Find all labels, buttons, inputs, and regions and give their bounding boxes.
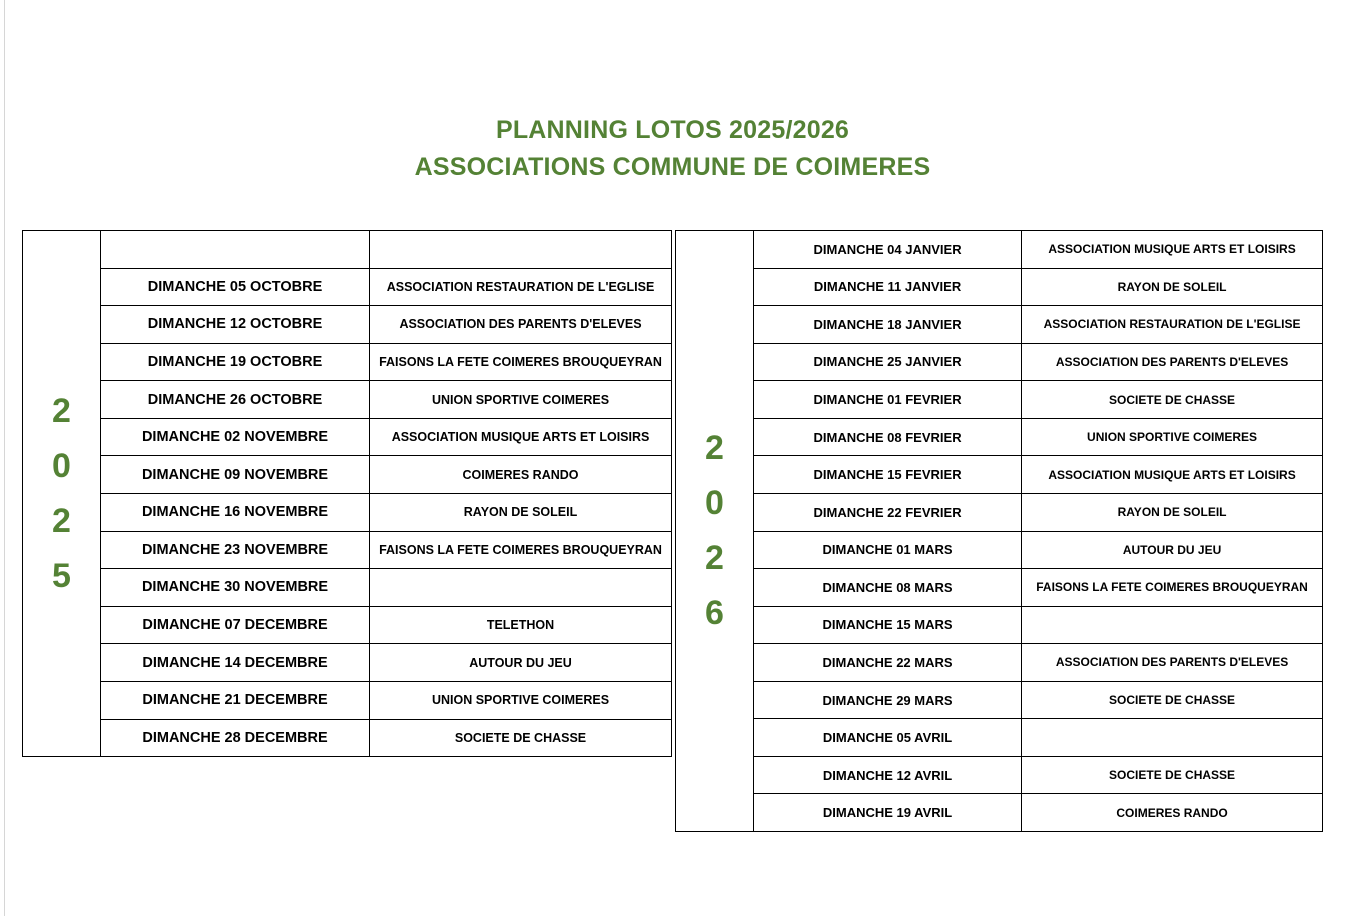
year-digit: 2	[52, 391, 71, 430]
association-cell: UNION SPORTIVE COIMERES	[431, 693, 610, 708]
association-cell: TELETHON	[486, 618, 555, 633]
date-cell: DIMANCHE 08 MARS	[754, 569, 1022, 606]
table-row	[754, 757, 1322, 795]
date-cell: DIMANCHE 04 JANVIER	[754, 231, 1022, 268]
date-cell: DIMANCHE 11 JANVIER	[754, 269, 1022, 306]
association-cell: COIMERES RANDO	[1116, 805, 1228, 820]
date-cell: DIMANCHE 18 JANVIER	[754, 306, 1022, 343]
association-cell: SOCIETE DE CHASSE	[1109, 768, 1236, 783]
date-cell: DIMANCHE 19 OCTOBRE	[101, 344, 370, 381]
date-cell: DIMANCHE 08 FEVRIER	[754, 419, 1022, 456]
association-cell: SOCIETE DE CHASSE	[1109, 392, 1236, 407]
year-digit: 0	[705, 484, 724, 522]
date-cell: DIMANCHE 28 DECEMBRE	[101, 720, 370, 757]
table-row	[101, 644, 671, 682]
table-row	[754, 456, 1322, 494]
association-cell: SOCIETE DE CHASSE	[1109, 693, 1236, 708]
date-cell: DIMANCHE 01 FEVRIER	[754, 381, 1022, 418]
date-cell: DIMANCHE 23 NOVEMBRE	[101, 532, 370, 569]
table-row	[101, 682, 671, 720]
date-cell: DIMANCHE 19 AVRIL	[754, 794, 1022, 831]
year-digit: 2	[705, 539, 724, 577]
date-cell: DIMANCHE 01 MARS	[754, 532, 1022, 569]
table-row	[754, 381, 1322, 419]
date-cell: DIMANCHE 21 DECEMBRE	[101, 682, 370, 719]
date-cell: DIMANCHE 22 MARS	[754, 644, 1022, 681]
date-cell: DIMANCHE 15 FEVRIER	[754, 456, 1022, 493]
association-cell: RAYON DE SOLEIL	[1117, 505, 1227, 520]
association-cell	[1022, 607, 1322, 644]
date-cell	[101, 231, 370, 268]
table-row	[754, 269, 1322, 307]
year-digit: 2	[705, 429, 724, 467]
association-cell: FAISONS LA FETE COIMERES BROUQUEYRAN	[379, 542, 662, 557]
table-row	[101, 344, 671, 382]
association-cell: SOCIETE DE CHASSE	[454, 730, 587, 745]
date-cell: DIMANCHE 26 OCTOBRE	[101, 381, 370, 418]
table-row	[754, 719, 1322, 757]
association-cell: ASSOCIATION RESTAURATION DE L'EGLISE	[386, 279, 655, 294]
table-row	[101, 569, 671, 607]
table-rows-2025	[101, 231, 671, 756]
date-cell: DIMANCHE 25 JANVIER	[754, 344, 1022, 381]
association-cell: ASSOCIATION RESTAURATION DE L'EGLISE	[1043, 317, 1301, 332]
table-row	[754, 682, 1322, 720]
date-cell: DIMANCHE 09 NOVEMBRE	[101, 456, 370, 493]
association-cell	[1022, 719, 1322, 756]
table-row	[101, 419, 671, 457]
association-cell	[370, 569, 671, 606]
table-row	[101, 231, 671, 269]
association-cell: ASSOCIATION MUSIQUE ARTS ET LOISIRS	[1048, 467, 1296, 482]
association-cell	[370, 231, 671, 268]
document-title	[0, 112, 1345, 186]
table-row	[101, 381, 671, 419]
date-cell: DIMANCHE 05 AVRIL	[754, 719, 1022, 756]
year-digit: 6	[705, 594, 724, 632]
planning-table-2025	[22, 230, 672, 757]
table-rows-2026	[754, 231, 1322, 831]
date-cell: DIMANCHE 12 AVRIL	[754, 757, 1022, 794]
association-cell: ASSOCIATION DES PARENTS D'ELEVES	[1055, 655, 1289, 670]
table-row	[754, 344, 1322, 382]
table-row	[754, 607, 1322, 645]
association-cell: ASSOCIATION DES PARENTS D'ELEVES	[1055, 354, 1289, 369]
year-digit: 0	[52, 446, 71, 485]
association-cell: COIMERES RANDO	[462, 467, 579, 482]
table-row	[101, 269, 671, 307]
date-cell: DIMANCHE 22 FEVRIER	[754, 494, 1022, 531]
date-cell: DIMANCHE 14 DECEMBRE	[101, 644, 370, 681]
date-cell: DIMANCHE 15 MARS	[754, 607, 1022, 644]
association-cell: ASSOCIATION MUSIQUE ARTS ET LOISIRS	[1048, 242, 1296, 257]
table-row	[101, 720, 671, 757]
table-row	[754, 419, 1322, 457]
table-row	[754, 569, 1322, 607]
date-cell: DIMANCHE 12 OCTOBRE	[101, 306, 370, 343]
year-digit: 2	[52, 501, 71, 540]
table-row	[101, 532, 671, 570]
association-cell: ASSOCIATION DES PARENTS D'ELEVES	[399, 317, 642, 332]
date-cell: DIMANCHE 02 NOVEMBRE	[101, 419, 370, 456]
table-row	[754, 494, 1322, 532]
planning-table-2026	[675, 230, 1323, 832]
date-cell: DIMANCHE 30 NOVEMBRE	[101, 569, 370, 606]
association-cell: RAYON DE SOLEIL	[463, 505, 578, 520]
table-row	[101, 306, 671, 344]
association-cell: AUTOUR DU JEU	[1122, 542, 1222, 557]
table-row	[101, 607, 671, 645]
table-row	[754, 794, 1322, 831]
year-digit: 5	[52, 556, 71, 595]
table-row	[754, 231, 1322, 269]
association-cell: UNION SPORTIVE COIMERES	[431, 392, 610, 407]
table-row	[754, 306, 1322, 344]
year-label-2025	[23, 231, 101, 756]
table-row	[101, 494, 671, 532]
date-cell: DIMANCHE 05 OCTOBRE	[101, 269, 370, 306]
date-cell: DIMANCHE 16 NOVEMBRE	[101, 494, 370, 531]
title-line-2: ASSOCIATIONS COMMUNE DE COIMERES	[414, 153, 931, 181]
table-row	[101, 456, 671, 494]
association-cell: FAISONS LA FETE COIMERES BROUQUEYRAN	[1036, 580, 1308, 595]
date-cell: DIMANCHE 29 MARS	[754, 682, 1022, 719]
table-row	[754, 532, 1322, 570]
association-cell: ASSOCIATION MUSIQUE ARTS ET LOISIRS	[391, 430, 650, 445]
association-cell: AUTOUR DU JEU	[469, 655, 572, 670]
date-cell: DIMANCHE 07 DECEMBRE	[101, 607, 370, 644]
year-label-2026	[676, 231, 754, 831]
association-cell: UNION SPORTIVE COIMERES	[1087, 430, 1258, 445]
title-line-1: PLANNING LOTOS 2025/2026	[495, 116, 850, 144]
association-cell: RAYON DE SOLEIL	[1117, 279, 1227, 294]
table-row	[754, 644, 1322, 682]
association-cell: FAISONS LA FETE COIMERES BROUQUEYRAN	[379, 355, 662, 370]
